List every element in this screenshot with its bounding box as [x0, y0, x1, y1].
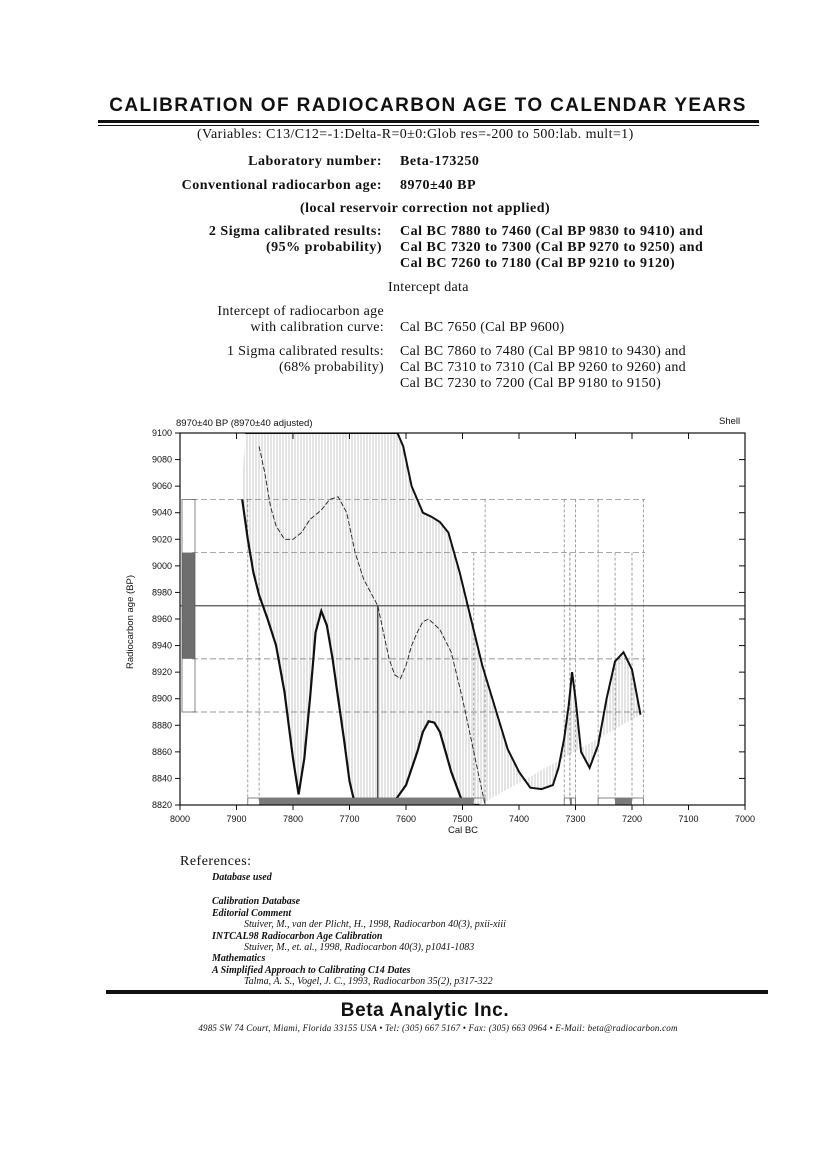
- x-tick-label: 7800: [282, 814, 304, 824]
- reference-line: Stuiver, M., van der Plicht, H., 1998, Radiocarbon 40(3), pxii-xiii: [244, 919, 506, 931]
- footer-rule: [106, 990, 768, 994]
- y-tick-label: 8980: [151, 587, 172, 598]
- lab-number: Beta-173250: [400, 154, 480, 169]
- intercept-label-2: with calibration curve:: [250, 320, 384, 335]
- reference-line: A Simplified Approach to Calibrating C14 Dates: [212, 964, 411, 976]
- one-sigma-label: 1 Sigma calibrated results:: [226, 344, 384, 359]
- two-sigma-prob: (95% probability): [266, 240, 382, 255]
- reference-line: Editorial Comment: [212, 907, 292, 919]
- chart-title: 8970±40 BP (8970±40 adjusted): [176, 418, 313, 429]
- two-sigma-label: 2 Sigma calibrated results:: [208, 224, 382, 239]
- y-tick-label: 8880: [151, 720, 172, 731]
- one-sigma-line-3: Cal BC 7230 to 7200 (Cal BP 9180 to 9150): [400, 376, 662, 391]
- one-sigma-line-2: Cal BC 7310 to 7310 (Cal BP 9260 to 9260) and: [400, 360, 686, 375]
- company-name: Beta Analytic Inc.: [340, 1000, 510, 1021]
- y-tick-label: 8840: [151, 773, 172, 784]
- one-sigma-range-bar: [259, 798, 474, 805]
- two-sigma-line-1: Cal BC 7880 to 7460 (Cal BP 9830 to 9410) and: [400, 224, 704, 239]
- y-tick-label: 9100: [151, 428, 172, 438]
- x-tick-label: 7000: [734, 814, 756, 824]
- y-tick-label: 9000: [151, 560, 172, 571]
- reservoir-note: (local reservoir correction not applied): [300, 201, 551, 216]
- conv-age-label: Conventional radiocarbon age:: [181, 178, 382, 193]
- y-tick-label: 9040: [151, 507, 172, 518]
- y-tick-label: 8820: [151, 800, 172, 810]
- y-tick-label: 9020: [151, 534, 172, 545]
- y-tick-label: 9060: [151, 481, 172, 492]
- x-tick-label: 7400: [508, 814, 530, 824]
- reference-line: Talma, A. S., Vogel, J. C., 1993, Radiocarbon 35(2), p317-322: [244, 976, 493, 988]
- lab-number-label: Laboratory number:: [248, 154, 382, 169]
- x-tick-label: 7500: [452, 814, 473, 824]
- one-sigma-prob: (68% probability): [278, 360, 384, 375]
- chart-corner-label: Shell: [719, 416, 741, 427]
- company-address: 4985 SW 74 Court, Miami, Florida 33155 USA • Tel: (305) 667 5167 • Fax: (305) 663 0964 • E-Mail: beta@radiocarbon.com: [198, 1023, 678, 1033]
- title-rule-thin: [98, 125, 759, 126]
- x-axis-label: Cal BC: [447, 825, 479, 836]
- reference-line: Database used: [212, 872, 272, 883]
- x-tick-label: 7900: [226, 814, 247, 824]
- one-sigma-range-bar: [615, 798, 632, 805]
- two-sigma-line-3: Cal BC 7260 to 7180 (Cal BP 9210 to 9120): [400, 256, 676, 271]
- intercept-value: Cal BC 7650 (Cal BP 9600): [400, 320, 565, 335]
- references-heading: References:: [180, 854, 252, 869]
- intercept-heading: Intercept data: [388, 280, 469, 295]
- two-sigma-line-2: Cal BC 7320 to 7300 (Cal BP 9270 to 9250) and: [400, 240, 704, 255]
- plot-layer: [180, 433, 745, 805]
- x-tick-label: 8000: [169, 814, 191, 824]
- conv-age: 8970±40 BP: [400, 178, 477, 193]
- calibration-chart: [0, 410, 826, 850]
- variables-line: (Variables: C13/C12=-1:Delta-R=0±0:Glob res=-200 to 500:lab. mult=1): [197, 127, 634, 142]
- reference-line: Stuiver, M., et. al., 1998, Radiocarbon 40(3), p1041-1083: [244, 942, 475, 953]
- one-sigma-line-1: Cal BC 7860 to 7480 (Cal BP 9810 to 9430) and: [400, 344, 686, 359]
- reference-line: INTCAL98 Radiocarbon Age Calibration: [212, 930, 383, 942]
- y-axis-label: Radiocarbon age (BP): [125, 575, 136, 669]
- y-tick-label: 8900: [151, 693, 172, 704]
- x-tick-label: 7100: [678, 814, 699, 824]
- reference-line: Calibration Database: [212, 896, 301, 908]
- page-title: CALIBRATION OF RADIOCARBON AGE TO CALENDAR YEARS: [109, 95, 747, 116]
- y-tick-label: 8860: [151, 746, 172, 757]
- one-sigma-age-bar: [182, 553, 195, 659]
- intercept-label-1: Intercept of radiocarbon age: [217, 304, 384, 319]
- x-tick-label: 7200: [621, 814, 643, 824]
- y-tick-label: 8960: [151, 614, 172, 624]
- y-tick-label: 9080: [151, 454, 172, 465]
- x-tick-label: 7600: [395, 814, 417, 824]
- y-tick-label: 8920: [151, 667, 172, 678]
- title-rule: [98, 120, 759, 123]
- one-sigma-range-bar: [570, 798, 572, 805]
- x-tick-label: 7300: [565, 814, 586, 824]
- reference-line: Mathematics: [212, 953, 266, 965]
- y-tick-label: 8940: [151, 640, 172, 651]
- x-tick-label: 7700: [339, 814, 360, 824]
